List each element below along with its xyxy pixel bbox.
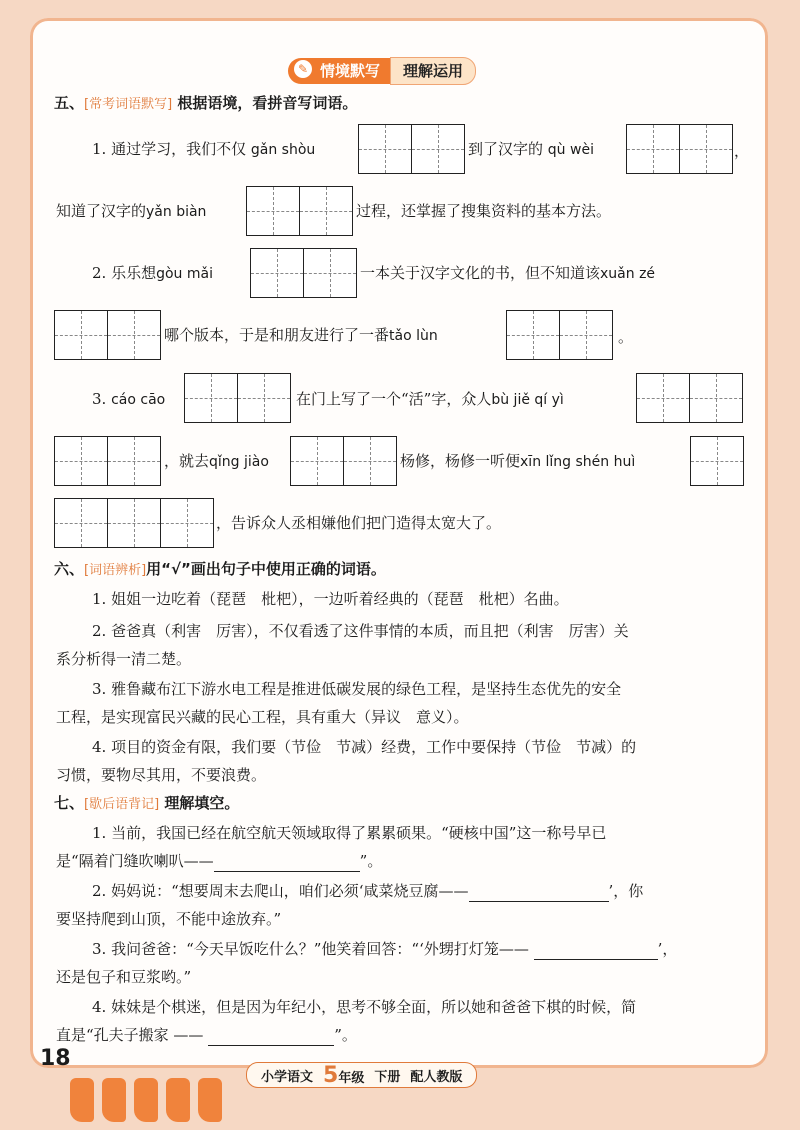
footprint-icon [198,1078,222,1122]
section-7-title: 理解填空。 [164,794,240,812]
q5-2-text-a: 2. 乐乐想gòu mǎi [92,264,213,282]
q7-line-3: 2. 妈妈说：“想要周末去爬山，咱们必须‘咸菜烧豆腐—— ’，你 [92,882,644,900]
section-tab [288,58,476,84]
answer-grid-9[interactable] [290,436,397,486]
q7-line-4: 要坚持爬到山顶，不能中途放弃。” [56,910,282,928]
q5-2-text-b: 一本关于汉字文化的书，但不知道该xuǎn zé [360,264,656,282]
footer-edition: 配人教版 [410,1069,463,1085]
q5-2-text-c: 哪个版本，于是和朋友进行了一番tǎo lùn [164,326,438,344]
q5-3-text-d: 杨修，杨修一听便xīn lǐng shén huì [400,452,636,470]
q7-line-6: 还是包子和豆浆哟。” [56,968,192,986]
q6-line-6: 4. 项目的资金有限，我们要（节俭 节减）经费，工作中要保持（节俭 节减）的 [92,738,637,756]
tab-sub: 理解运用 [390,57,476,85]
pen-icon: ✎ [294,60,312,78]
q5-1-text-b: 到了汉字的 qù wèi [468,140,594,158]
q5-1-text-a: 1. 通过学习，我们不仅 gǎn shòu [92,140,316,158]
answer-grid-10a[interactable] [690,436,744,486]
q6-line-2: 2. 爸爸真（利害 厉害），不仅看透了这件事情的本质，而且把（利害 厉害）关 [92,622,629,640]
q7-line-2: 是“隔着门缝吹喇叭—— ”。 [56,852,383,870]
q5-1-comma: ， [734,142,750,160]
page-number: 18 [40,1046,71,1071]
answer-grid-8a[interactable] [636,373,743,423]
section-5-tag: [常考词语默写] [84,97,173,112]
answer-grid-8b[interactable] [54,436,161,486]
footprint-icon [102,1078,126,1122]
q5-3-text-e: ，告诉众人丞相嫌他们把门造得太宽大了。 [216,514,502,532]
footprint-icon [134,1078,158,1122]
answer-grid-2[interactable] [626,124,733,174]
pinyin-5: xuǎn zé [600,266,656,282]
q7-line-5: 3. 我问爸爸：“今天早饭吃什么？”他笑着回答：“‘外甥打灯笼—— ’， [92,940,678,958]
section-6-heading: 六、[词语辨析]用“√”画出句子中使用正确的词语。 [54,560,386,578]
answer-grid-1[interactable] [358,124,465,174]
blank-4[interactable] [208,1027,334,1046]
blank-1[interactable] [214,853,360,872]
q6-line-7: 习惯，要物尽其用，不要浪费。 [56,766,267,784]
q6-line-1: 1. 姐姐一边吃着（琵琶 枇杷），一边听着经典的（琵琶 枇杷）名曲。 [92,590,569,608]
q7-line-8: 直是“孔夫子搬家 —— ”。 [56,1026,357,1044]
q7-line-1: 1. 当前，我国已经在航空航天领域取得了累累硕果。“硬核中国”这一称号早已 [92,824,607,842]
q6-line-3: 系分析得一清二楚。 [56,650,192,668]
tab-main [288,58,390,84]
section-5-title: 根据语境，看拼音写词语。 [177,94,358,112]
footer-grade: 年级 [338,1070,365,1086]
pinyin-10: xīn lǐng shén huì [520,454,636,470]
answer-grid-3[interactable] [246,186,353,236]
pinyin-8: bù jiě qí yì [491,392,564,408]
section-7-heading: 七、[歇后语背记] 理解填空。 [54,794,240,812]
footprint-icon [166,1078,190,1122]
blank-2[interactable] [469,883,609,902]
q6-line-4: 3. 雅鲁藏布江下游水电工程是推进低碳发展的绿色工程，是坚持生态优先的安全 [92,680,622,698]
footer-subject: 小学语文 [261,1069,314,1085]
blank-3[interactable] [534,941,658,960]
pinyin-4: gòu mǎi [156,266,213,282]
section-5-heading: 五、[常考词语默写] 根据语境，看拼音写词语。 [54,94,358,112]
q5-2-period: 。 [618,328,634,346]
q5-3-text-c: ，就去qǐng jiào [164,452,269,470]
answer-grid-6[interactable] [506,310,613,360]
q5-3-text-b: 在门上写了一个“活”字，众人bù jiě qí yì [296,390,564,408]
tab-main-label: 情境默写 [320,62,381,80]
section-7-tag: [歇后语背记] [84,797,160,812]
pinyin-2: qù wèi [547,142,594,158]
pinyin-3: yǎn biàn [146,204,207,220]
pinyin-9: qǐng jiào [209,454,269,470]
answer-grid-10b[interactable] [54,498,214,548]
book-footer [246,1062,477,1088]
pinyin-7: cáo cāo [111,392,166,408]
decorative-footprints [70,1078,222,1122]
section-6-title: 用“√”画出句子中使用正确的词语。 [146,560,386,578]
q5-1-text-c: 知道了汉字的yǎn biàn [56,202,207,220]
q7-line-7: 4. 妹妹是个棋迷，但是因为年纪小，思考不够全面，所以她和爸爸下棋的时候，简 [92,998,637,1016]
answer-grid-5[interactable] [54,310,161,360]
q5-1-text-d: 过程，还掌握了搜集资料的基本方法。 [356,202,612,220]
pinyin-1: gǎn shòu [250,142,316,158]
q5-3-text-a: 3. cáo cāo [92,390,166,408]
section-6-tag: [词语辨析] [84,563,147,578]
footer-grade-number: 5 [323,1062,339,1088]
pinyin-6: tǎo lùn [389,328,438,344]
answer-grid-4[interactable] [250,248,357,298]
q6-line-5: 工程，是实现富民兴藏的民心工程，具有重大（异议 意义）。 [56,708,469,726]
footprint-icon [70,1078,94,1122]
answer-grid-7[interactable] [184,373,291,423]
footer-term: 下册 [374,1069,401,1085]
